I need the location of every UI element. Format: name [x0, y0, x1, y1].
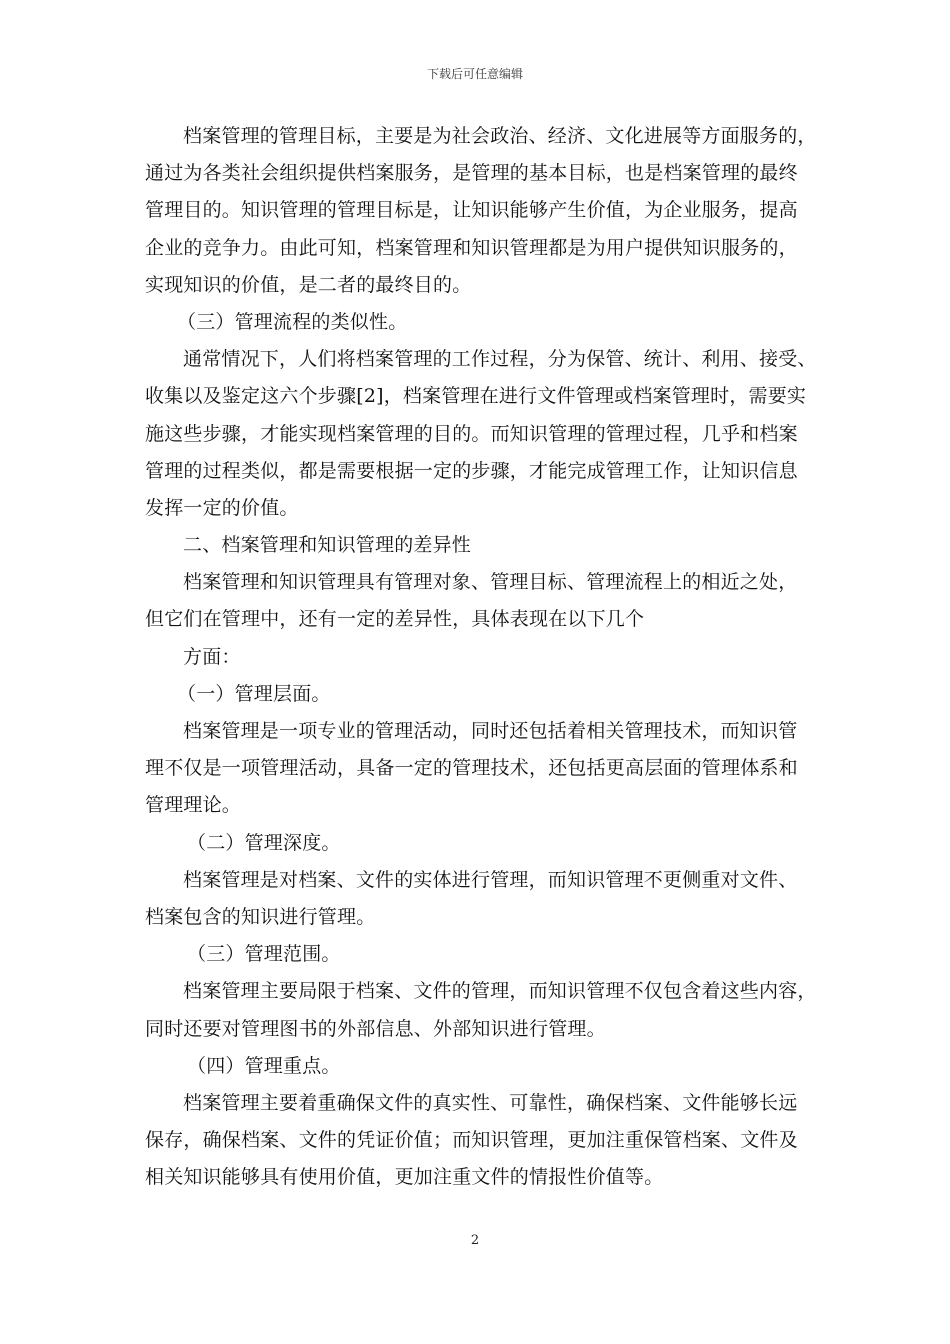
- section-heading: （一）管理层面。: [177, 682, 331, 705]
- paragraph-line: 理不仅是一项管理活动，具备一定的管理技术，还包括更高层面的管理体系和: [145, 757, 798, 780]
- page-number: 2: [470, 1233, 480, 1248]
- paragraph-line: 同时还要对管理图书的外部信息、外部知识进行管理。: [145, 1017, 606, 1040]
- paragraph-line: 档案包含的知识进行管理。: [145, 905, 376, 928]
- paragraph-line: 档案管理主要局限于档案、文件的管理，而知识管理不仅包含着这些内容，: [183, 980, 817, 1003]
- paragraph-line: 企业的竞争力。由此可知，档案管理和知识管理都是为用户提供知识服务的，: [145, 236, 798, 259]
- paragraph-line: 档案管理主要着重确保文件的真实性、可靠性，确保档案、文件能够长远: [183, 1091, 798, 1114]
- paragraph-line: 管理理论。: [145, 794, 242, 817]
- paragraph-line: 发挥一定的价值。: [145, 496, 299, 519]
- paragraph-line: 档案管理和知识管理具有管理对象、管理目标、管理流程上的相近之处，: [183, 571, 798, 594]
- paragraph-line: 收集以及鉴定这六个步骤[2]，档案管理在进行文件管理或档案管理时，需要实: [145, 385, 807, 408]
- paragraph-line: 保存，确保档案、文件的凭证价值；而知识管理，更加注重保管档案、文件及: [145, 1129, 798, 1152]
- paragraph-line: 但它们在管理中，还有一定的差异性，具体表现在以下几个: [145, 608, 645, 631]
- section-heading: （四）管理重点。: [187, 1054, 341, 1077]
- paragraph-line: 档案管理是对档案、文件的实体进行管理，而知识管理不更侧重对文件、: [183, 868, 798, 891]
- paragraph-line: 实现知识的价值，是二者的最终目的。: [145, 273, 472, 296]
- section-heading: （三）管理流程的类似性。: [177, 310, 408, 333]
- paragraph-line: 档案管理的管理目标，主要是为社会政治、经济、文化进展等方面服务的，: [183, 125, 817, 147]
- paragraph-line: 档案管理是一项专业的管理活动，同时还包括着相关管理技术，而知识管: [183, 720, 798, 742]
- paragraph-line: 通常情况下，人们将档案管理的工作过程，分为保管、统计、利用、接受、: [183, 348, 817, 371]
- section-heading: 二、档案管理和知识管理的差异性: [183, 534, 472, 557]
- paragraph-line: 通过为各类社会组织提供档案服务，是管理的基本目标，也是档案管理的最终: [145, 162, 798, 185]
- document-body: [145, 118, 815, 1196]
- paragraph-line: 管理的过程类似，都是需要根据一定的步骤，才能完成管理工作，让知识信息: [145, 459, 798, 482]
- section-heading: （三）管理范围。: [187, 943, 341, 966]
- section-heading: （二）管理深度。: [187, 831, 341, 854]
- page-header: 下载后可任意编辑: [426, 67, 523, 81]
- paragraph-line: 方面：: [183, 645, 241, 668]
- paragraph-line: 施这些步骤，才能实现档案管理的目的。而知识管理的管理过程，几乎和档案: [145, 422, 798, 445]
- paragraph-line: 管理目的。知识管理的管理目标是，让知识能够产生价值，为企业服务，提高: [145, 199, 798, 222]
- paragraph-line: 相关知识能够具有使用价值，更加注重文件的情报性价值等。: [145, 1166, 664, 1189]
